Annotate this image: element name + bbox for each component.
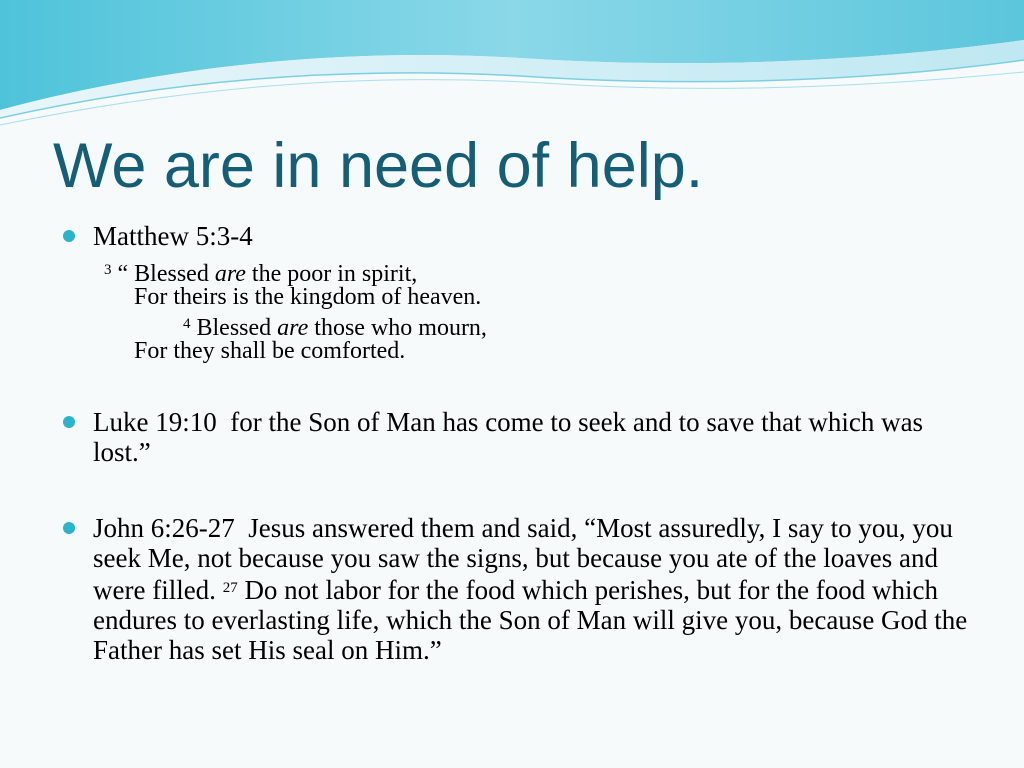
scripture-reference: Luke 19:10 [93,407,217,437]
bullet-john [93,513,973,665]
verse-text: the poor in spirit, [245,261,418,287]
header-wave-decoration [0,0,1024,130]
verse-number: 3 [104,262,112,278]
scripture-text: for the Son of Man has come to seek and to save that which was lost.” [93,407,924,467]
scripture-reference: Matthew 5:3-4 [93,221,253,251]
verse-4-line-2: For they shall be comforted. [134,338,406,364]
scripture-text: Jesus answered them and said, “Most assuredly, I say to you, you seek Me, not because you saw the signs, but because you ate of the loaves and were filled. [93,513,953,605]
bullet-luke [93,407,973,467]
scripture-reference: John 6:26-27 [93,513,235,543]
verse-emphasis: are [214,261,246,287]
bullet-matthew [93,221,973,251]
verse-text: “ Blessed [117,261,215,287]
scripture-text: Do not labor for the food which perishes, but for the food which endures to everlasting life, which the Son of Man will give you, because God the Father has set His seal on Him.” [93,575,968,665]
verse-text: those who mourn, [308,315,487,341]
bullet-dot-icon [63,230,75,242]
verse-3-line-2: For theirs is the kingdom of heaven. [134,284,482,310]
verse-text: Blessed [190,315,278,341]
verse-number: 4 [183,316,191,332]
verse-number: 27 [222,580,238,596]
slide-title: We are in need of help. [53,131,704,201]
bullet-dot-icon [63,416,75,428]
bullet-dot-icon [63,522,75,534]
verse-emphasis: are [277,315,309,341]
